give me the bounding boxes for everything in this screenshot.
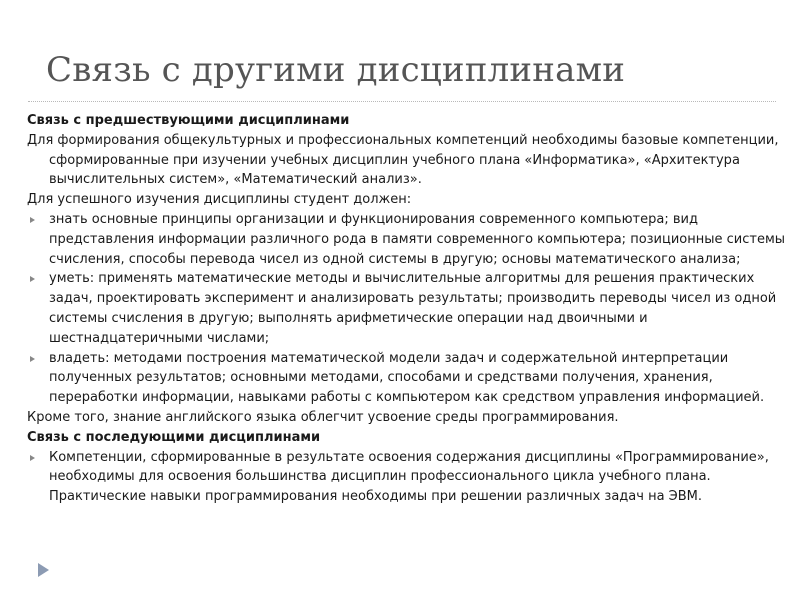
paragraph-english: Кроме того, знание английского языка облегчит усвоение среды программирования. [27, 409, 619, 425]
paragraph-student-must: Для успешного изучения дисциплины студент должен: [27, 192, 412, 208]
title-divider [28, 101, 776, 102]
slide-body [27, 111, 793, 507]
paragraph-basic-competencies: Для формирования общекультурных и профессиональных компетенций необходимы базовые компетенции, сформированные при изучении учебных дисциплин учебного плана «Информатика», «Архитектура вычислительных систем», «Математический анализ». [27, 132, 779, 188]
list-item-text: знать основные принципы организации и функционирования современного компьютера; вид представления информации различного рода в памяти современного компьютера; позиционные системы счисления, способы перевода чисел из одной системы в другую; основы математического анализа; [49, 211, 786, 267]
list-item-be-able [27, 269, 793, 348]
list-item-text: Компетенции, сформированные в результате освоения содержания дисциплины «Программирование», необходимы для освоения большинства дисциплин профессионального цикла учебного плана. Практические навыки программирования необходимы при решении различных задач на ЭВМ. [49, 449, 769, 505]
triangle-bullet-icon [30, 217, 35, 223]
triangle-bullet-icon [30, 276, 35, 282]
list-item-know [27, 210, 793, 269]
list-item-master [27, 349, 793, 408]
list-item-text: владеть: методами построения математической модели задач и содержательной интерпретации полученных результатов; основными методами, способами и средствами получения, хранения, переработки информации, навыками работы с компьютером как средством управления информацией. [49, 350, 765, 406]
next-slide-arrow-icon[interactable] [38, 563, 49, 577]
heading-preceding-disciplines: Связь с предшествующими дисциплинами [27, 113, 350, 128]
triangle-bullet-icon [30, 356, 35, 362]
triangle-bullet-icon [30, 455, 35, 461]
heading-following-disciplines: Связь с последующими дисциплинами [27, 429, 321, 445]
list-item-competencies [27, 448, 793, 507]
slide-title: Связь с другими дисциплинами [46, 50, 626, 90]
list-item-text: уметь: применять математические методы и вычислительные алгоритмы для решения практических задач, проектировать эксперимент и анализировать результаты; производить переводы чисел из одной системы счисления в другую; выполнять арифметические операции над двоичными и шестнадцатеричными числами; [49, 271, 777, 346]
